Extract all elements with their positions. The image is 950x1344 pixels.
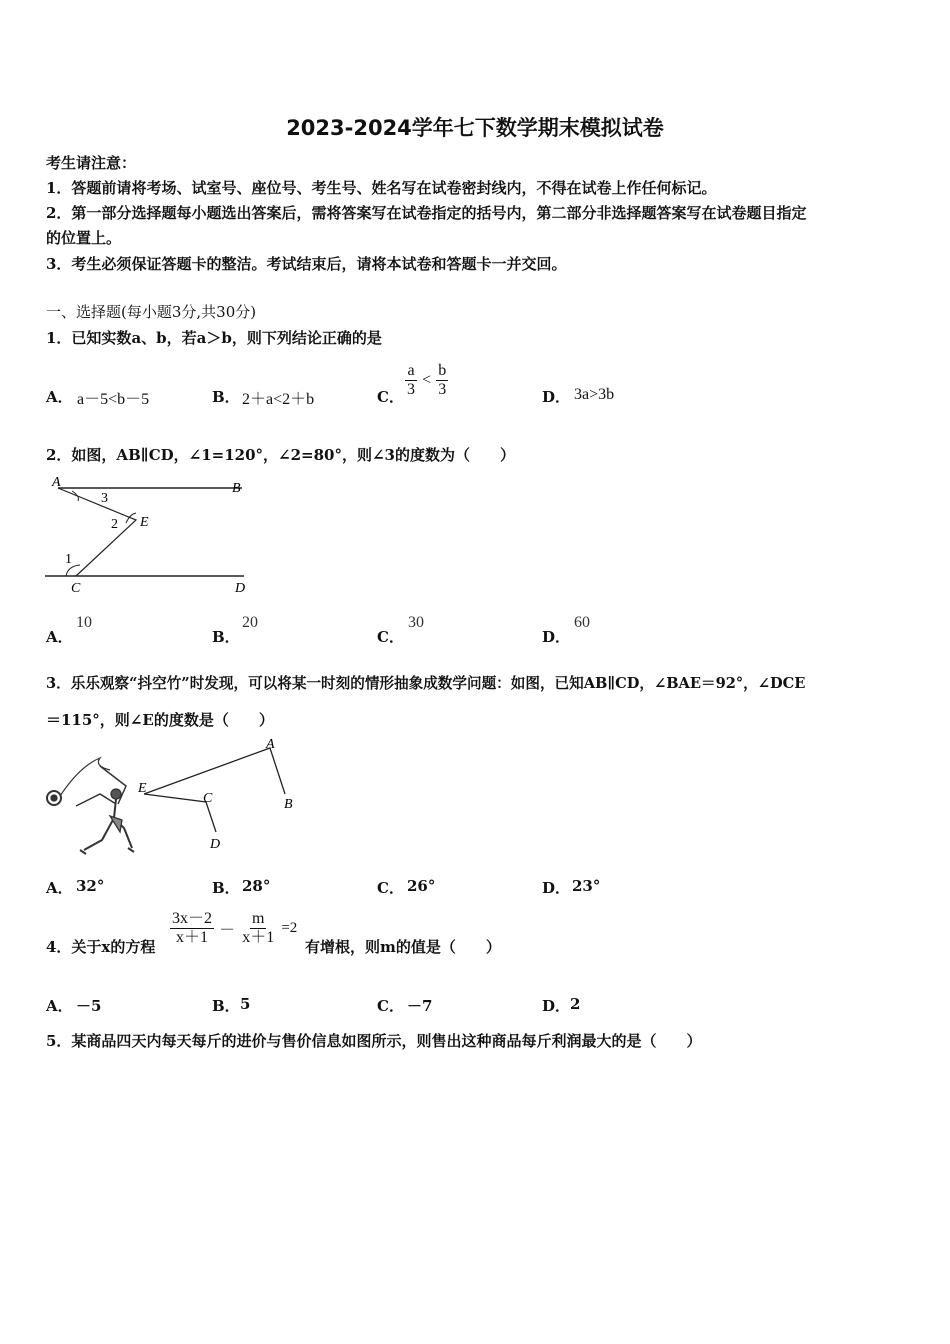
page-title: 2023-2024学年七下数学期末模拟试卷 — [286, 116, 664, 140]
q3-label-a: A． — [46, 879, 73, 897]
q1-stem: 1．已知实数a、b，若a＞b，则下列结论正确的是 — [46, 329, 382, 347]
q2-label-b: B． — [212, 628, 240, 646]
q3-label-d: D． — [542, 879, 571, 897]
q3-option-a: 32° — [76, 877, 105, 895]
q2-option-d: 60 — [574, 614, 590, 631]
q2-figure — [40, 470, 260, 600]
q3-figure — [40, 736, 310, 860]
angle-3-arc — [72, 491, 78, 501]
label-b: B — [284, 797, 293, 812]
q4-equation: $\frac{3x-2}{x+1}$ － $\frac{m}{x+1}$ =2 — [172, 910, 298, 946]
label-d: D — [235, 581, 246, 596]
q4-option-c: －7 — [407, 997, 433, 1015]
notice-item-1: 1．答题前请将考场、试室号、座位号、考生号、姓名写在试卷密封线内，不得在试卷上作任何标记。 — [46, 179, 717, 197]
q1-option-a: a－5<b－5 — [77, 391, 150, 408]
fraction-2: $\frac{m}{x+1}$ — [242, 910, 275, 946]
label-a: A — [266, 737, 275, 752]
label-c: C — [203, 791, 213, 806]
q3-option-c: 26° — [407, 877, 436, 895]
q3-label-b: B． — [212, 879, 240, 897]
line-eab — [144, 748, 285, 794]
notice-item-2: 2．第一部分选择题每小题选出答案后，需将答案写在试卷指定的括号内，第二部分非选择题答案写在试卷题目指定 — [46, 204, 807, 222]
fraction: $\frac{a}{3}$ — [407, 362, 415, 398]
q1-option-d: 3a>3b — [574, 386, 615, 403]
notice-heading: 考生请注意： — [46, 154, 137, 172]
label-c: C — [71, 581, 81, 596]
q2-label-a: A． — [46, 628, 73, 646]
q4-label-b: B． — [212, 997, 240, 1015]
q4-stem-pre: 4．关于x的方程 — [46, 938, 156, 956]
label-3: 3 — [101, 491, 108, 506]
notice-item-3: 3．考生必须保证答题卡的整洁。考试结束后，请将本试卷和答题卡一并交回。 — [46, 255, 567, 273]
label-a: A — [52, 475, 61, 490]
label-b: B — [232, 481, 241, 496]
juggler-illustration — [47, 758, 134, 854]
q4-option-b: 5 — [240, 995, 251, 1013]
section-heading: 一、选择题(每小题3分,共30分) — [46, 303, 257, 321]
q3-label-c: C． — [377, 879, 404, 897]
q4-label-a: A． — [46, 997, 73, 1015]
q4-label-d: D． — [542, 997, 571, 1015]
fraction-1: $\frac{3x-2}{x+1}$ — [172, 910, 213, 946]
q1-label-b: B． — [212, 388, 240, 406]
label-e: E — [140, 515, 149, 530]
q5-stem: 5．某商品四天内每天每斤的进价与售价信息如图所示，则售出这种商品每斤利润最大的是（ ） — [46, 1032, 702, 1050]
label-d: D — [210, 837, 221, 852]
q2-option-b: 20 — [242, 614, 258, 631]
q3-option-b: 28° — [242, 877, 271, 895]
notice-item-2-cont: 的位置上。 — [46, 229, 122, 247]
q4-stem-post: 有增根，则m的值是（ ） — [305, 938, 501, 956]
fraction: $\frac{b}{3}$ — [438, 362, 447, 398]
q3-stem-line2: ＝115°，则∠E的度数是（ ） — [46, 711, 274, 729]
q1-label-c: C． — [377, 388, 404, 406]
label-1: 1 — [65, 552, 72, 567]
q4-label-c: C． — [377, 997, 404, 1015]
q2-label-c: C． — [377, 628, 404, 646]
q3-option-d: 23° — [572, 877, 601, 895]
q1-label-a: A． — [46, 388, 73, 406]
label-e: E — [138, 781, 147, 796]
label-2: 2 — [111, 517, 118, 532]
q2-label-d: D． — [542, 628, 571, 646]
q1-label-d: D． — [542, 388, 571, 406]
q4-option-a: －5 — [76, 997, 102, 1015]
q2-option-a: 10 — [76, 614, 92, 631]
q3-stem-line1: 3．乐乐观察“抖空竹”时发现，可以将某一时刻的情形抽象成数学问题：如图，已知AB∥CD，∠BAE＝92°，∠DCE — [46, 675, 806, 692]
q1-option-b: 2＋a<2＋b — [242, 391, 315, 408]
q2-option-c: 30 — [408, 614, 424, 631]
q2-stem: 2．如图，AB∥CD，∠1=120°，∠2=80°，则∠3的度数为（ ） — [46, 446, 515, 464]
q4-option-d: 2 — [570, 995, 581, 1013]
q1-option-c: $\frac{a}{3}$ < $\frac{b}{3}$ — [407, 362, 447, 398]
